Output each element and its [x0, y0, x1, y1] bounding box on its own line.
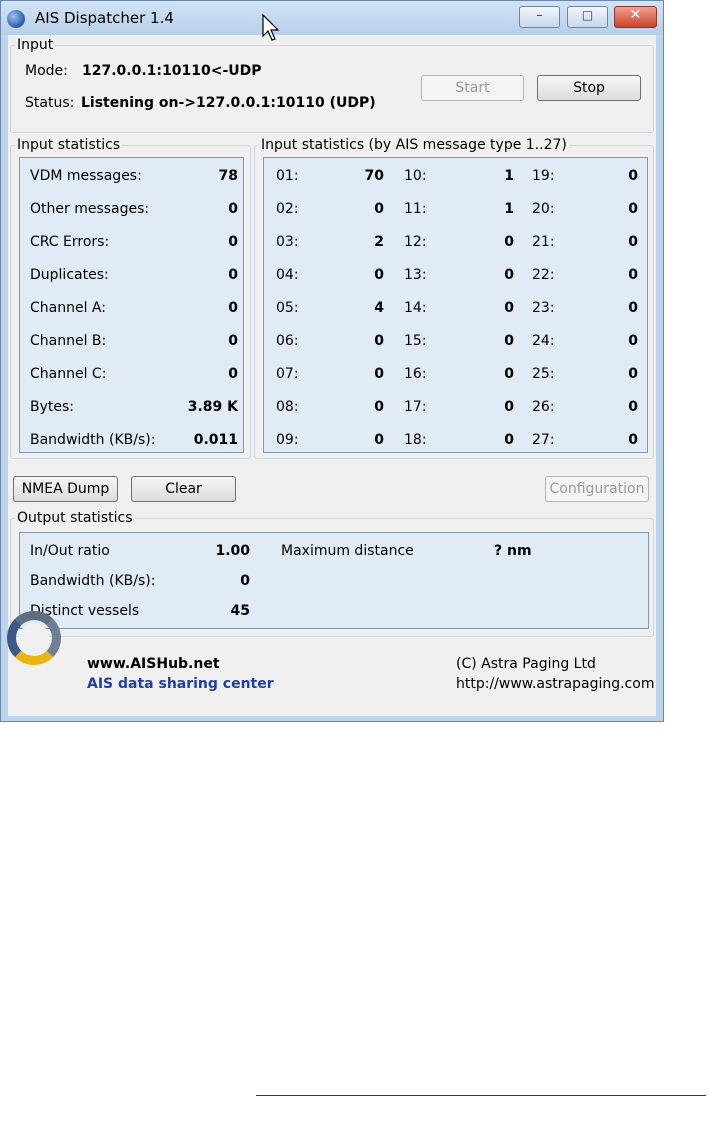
- app-icon: [7, 10, 25, 28]
- max-distance-value: ? nm: [494, 543, 532, 559]
- type-14-label: 14:: [404, 300, 427, 316]
- mode-label: Mode:: [25, 63, 68, 79]
- type-10-count: 1: [504, 168, 514, 184]
- type-25-count: 0: [628, 366, 638, 382]
- type-21-label: 21:: [532, 234, 555, 250]
- type-11-label: 11:: [404, 201, 427, 217]
- type-21-count: 0: [628, 234, 638, 250]
- type-05-count: 4: [374, 300, 384, 316]
- input-group-title: Input: [17, 37, 54, 53]
- type-22-label: 22:: [532, 267, 555, 283]
- output-bandwidth-value: 0: [240, 573, 250, 589]
- type-10-label: 10:: [404, 168, 427, 184]
- type-20-label: 20:: [532, 201, 555, 217]
- input-statistics-title: Input statistics: [17, 137, 121, 153]
- minimize-button[interactable]: [519, 6, 560, 28]
- inout-ratio-label: In/Out ratio: [30, 543, 110, 559]
- type-06-count: 0: [374, 333, 384, 349]
- type-07-count: 0: [374, 366, 384, 382]
- type-24-label: 24:: [532, 333, 555, 349]
- type-08-count: 0: [374, 399, 384, 415]
- type-08-label: 08:: [276, 399, 299, 415]
- type-01-count: 70: [364, 168, 384, 184]
- type-23-label: 23:: [532, 300, 555, 316]
- distinct-vessels-label: Distinct vessels: [30, 603, 140, 619]
- logo-center: [19, 623, 49, 653]
- type-09-label: 09:: [276, 432, 299, 448]
- stop-button[interactable]: Stop: [537, 75, 641, 101]
- type-02-count: 0: [374, 201, 384, 217]
- bytes-value: 3.89 K: [187, 399, 238, 415]
- status-label: Status:: [25, 95, 75, 111]
- aishub-url[interactable]: www.AISHub.net: [87, 656, 220, 672]
- channel-a-value: 0: [228, 300, 238, 316]
- distinct-vessels-value: 45: [230, 603, 250, 619]
- channel-b-label: Channel B:: [30, 333, 107, 349]
- type-statistics-title: Input statistics (by AIS message type 1..27): [261, 137, 567, 153]
- output-bandwidth-label: Bandwidth (KB/s):: [30, 573, 156, 589]
- type-02-label: 02:: [276, 201, 299, 217]
- maximize-button[interactable]: [567, 6, 608, 28]
- type-27-count: 0: [628, 432, 638, 448]
- type-11-count: 1: [504, 201, 514, 217]
- vdm-messages-value: 78: [218, 168, 238, 184]
- maximize-icon: □: [581, 8, 594, 22]
- type-19-count: 0: [628, 168, 638, 184]
- status-value: Listening on->127.0.0.1:10110 (UDP): [81, 95, 376, 111]
- start-button[interactable]: Start: [421, 75, 524, 101]
- type-17-label: 17:: [404, 399, 427, 415]
- type-05-label: 05:: [276, 300, 299, 316]
- close-button[interactable]: [614, 6, 657, 28]
- type-18-count: 0: [504, 432, 514, 448]
- type-01-label: 01:: [276, 168, 299, 184]
- duplicates-value: 0: [228, 267, 238, 283]
- type-20-count: 0: [628, 201, 638, 217]
- astra-url[interactable]: http://www.astrapaging.com: [456, 676, 655, 692]
- max-distance-label: Maximum distance: [281, 543, 414, 559]
- bytes-label: Bytes:: [30, 399, 75, 415]
- inout-ratio-value: 1.00: [215, 543, 250, 559]
- type-27-label: 27:: [532, 432, 555, 448]
- type-19-label: 19:: [532, 168, 555, 184]
- type-03-label: 03:: [276, 234, 299, 250]
- type-13-count: 0: [504, 267, 514, 283]
- crc-errors-label: CRC Errors:: [30, 234, 110, 250]
- type-16-count: 0: [504, 366, 514, 382]
- clear-button[interactable]: Clear: [131, 476, 236, 502]
- output-statistics-panel: [19, 532, 649, 629]
- close-icon: ✕: [629, 7, 642, 23]
- mouse-cursor-icon: [262, 14, 282, 42]
- crc-errors-value: 0: [228, 234, 238, 250]
- type-25-label: 25:: [532, 366, 555, 382]
- type-16-label: 16:: [404, 366, 427, 382]
- bandwidth-value: 0.011: [193, 432, 238, 448]
- duplicates-label: Duplicates:: [30, 267, 109, 283]
- type-03-count: 2: [374, 234, 384, 250]
- type-14-count: 0: [504, 300, 514, 316]
- type-04-count: 0: [374, 267, 384, 283]
- client-area: [8, 35, 656, 716]
- mode-value: 127.0.0.1:10110<-UDP: [82, 63, 262, 79]
- type-12-label: 12:: [404, 234, 427, 250]
- other-messages-value: 0: [228, 201, 238, 217]
- nmea-dump-button[interactable]: NMEA Dump: [13, 476, 118, 502]
- channel-c-value: 0: [228, 366, 238, 382]
- configuration-button[interactable]: Configuration: [545, 476, 649, 502]
- type-04-label: 04:: [276, 267, 299, 283]
- output-statistics-title: Output statistics: [17, 510, 133, 526]
- window-title: AIS Dispatcher 1.4: [35, 9, 174, 27]
- type-15-label: 15:: [404, 333, 427, 349]
- type-24-count: 0: [628, 333, 638, 349]
- type-12-count: 0: [504, 234, 514, 250]
- type-26-label: 26:: [532, 399, 555, 415]
- channel-c-label: Channel C:: [30, 366, 107, 382]
- bandwidth-label: Bandwidth (KB/s):: [30, 432, 156, 448]
- type-17-count: 0: [504, 399, 514, 415]
- channel-a-label: Channel A:: [30, 300, 106, 316]
- type-26-count: 0: [628, 399, 638, 415]
- type-06-label: 06:: [276, 333, 299, 349]
- type-15-count: 0: [504, 333, 514, 349]
- type-statistics-panel: [263, 157, 648, 453]
- divider-line: [256, 1095, 706, 1096]
- copyright-text: (C) Astra Paging Ltd: [456, 656, 596, 672]
- channel-b-value: 0: [228, 333, 238, 349]
- title-bar[interactable]: [1, 1, 663, 35]
- type-22-count: 0: [628, 267, 638, 283]
- type-18-label: 18:: [404, 432, 427, 448]
- type-23-count: 0: [628, 300, 638, 316]
- input-statistics-panel: [19, 157, 244, 453]
- type-09-count: 0: [374, 432, 384, 448]
- other-messages-label: Other messages:: [30, 201, 150, 217]
- vdm-messages-label: VDM messages:: [30, 168, 142, 184]
- minimize-icon: –: [536, 8, 543, 22]
- type-13-label: 13:: [404, 267, 427, 283]
- type-07-label: 07:: [276, 366, 299, 382]
- aishub-tagline: AIS data sharing center: [87, 676, 274, 692]
